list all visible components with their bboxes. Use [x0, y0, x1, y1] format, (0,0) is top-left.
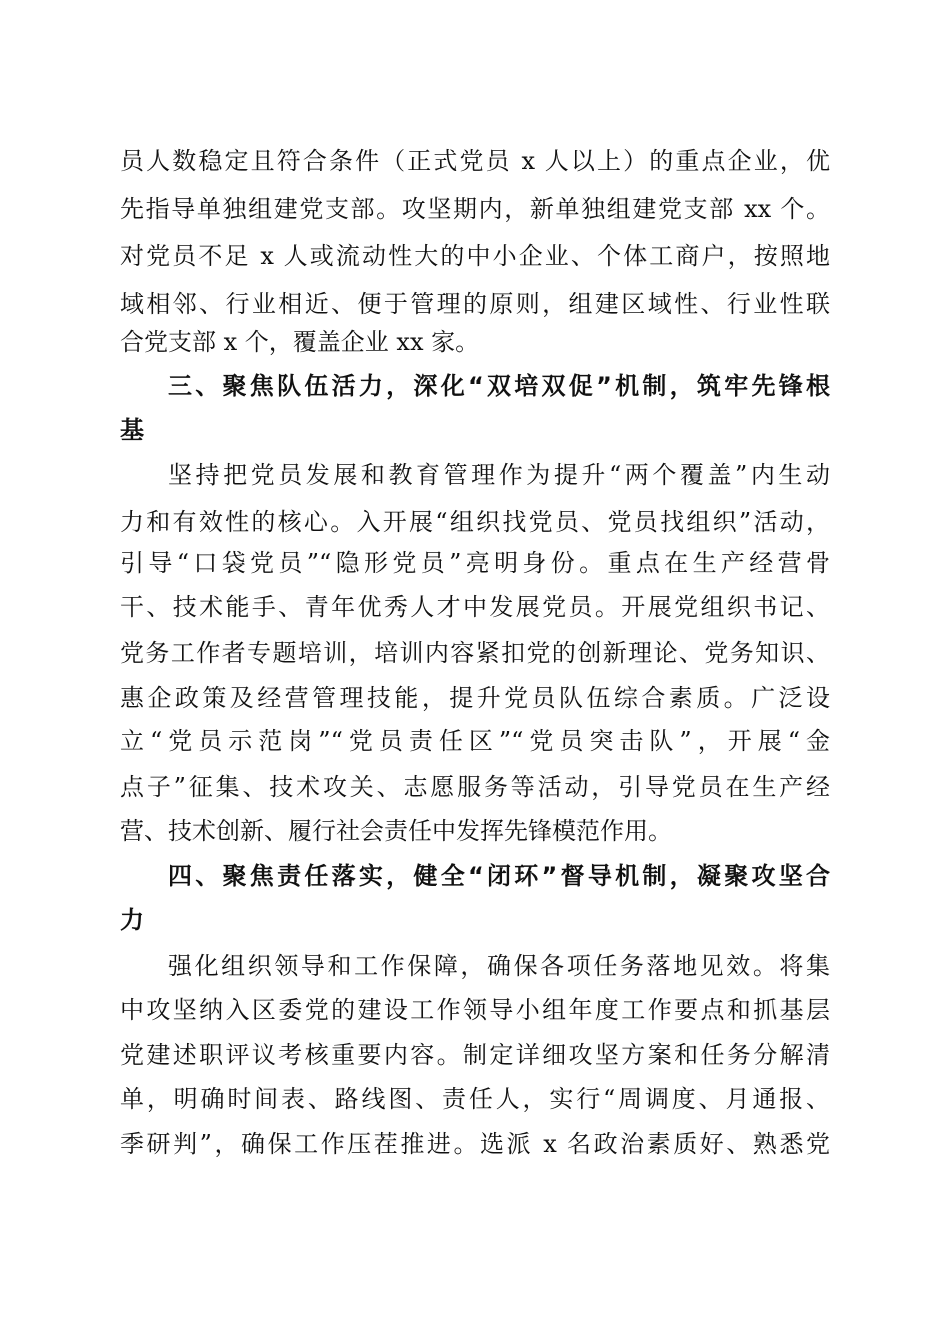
- text-line: 立“党员示范岗”“党员责任区”“党员突击队”，开展“金: [120, 727, 830, 755]
- heading-line: 四、聚焦责任落实，健全“闭环”督导机制，凝聚攻坚合: [168, 862, 830, 890]
- text-line: 合党支部 x 个，覆盖企业 xx 家。: [120, 328, 480, 356]
- text-line: 惠企政策及经营管理技能，提升党员队伍综合素质。广泛设: [120, 684, 830, 712]
- heading-line: 三、聚焦队伍活力，深化“双培双促”机制，筑牢先锋根: [168, 372, 830, 400]
- text-line: 坚持把党员发展和教育管理作为提升“两个覆盖”内生动: [168, 461, 830, 489]
- text-line: 先指导单独组建党支部。攻坚期内，新单独组建党支部 xx 个。: [120, 195, 830, 223]
- heading-line: 力: [120, 906, 144, 934]
- text-line: 点子”征集、技术攻关、志愿服务等活动，引导党员在生产经: [120, 773, 830, 801]
- text-line: 干、技术能手、青年优秀人才中发展党员。开展党组织书记、: [120, 593, 830, 621]
- text-line: 力和有效性的核心。入开展“组织找党员、党员找组织”活动，: [120, 508, 830, 536]
- text-line: 党务工作者专题培训，培训内容紧扣党的创新理论、党务知识、: [120, 639, 830, 667]
- text-line: 中攻坚纳入区委党的建设工作领导小组年度工作要点和抓基层: [120, 996, 830, 1024]
- text-line: 季研判”，确保工作压茬推进。选派 x 名政治素质好、熟悉党: [120, 1130, 830, 1158]
- text-line: 单，明确时间表、路线图、责任人，实行“周调度、月通报、: [120, 1085, 830, 1113]
- text-line: 引导“口袋党员”“隐形党员”亮明身份。重点在生产经营骨: [120, 549, 830, 577]
- text-line: 营、技术创新、履行社会责任中发挥先锋模范作用。: [120, 817, 672, 845]
- text-line: 强化组织领导和工作保障，确保各项任务落地见效。将集: [168, 952, 830, 980]
- text-line: 域相邻、行业相近、便于管理的原则，组建区域性、行业性联: [120, 290, 830, 318]
- text-line: 对党员不足 x 人或流动性大的中小企业、个体工商户，按照地: [120, 242, 830, 270]
- heading-line: 基: [120, 416, 144, 444]
- text-line: 党建述职评议考核重要内容。制定详细攻坚方案和任务分解清: [120, 1041, 830, 1069]
- text-line: 员人数稳定且符合条件（正式党员 x 人以上）的重点企业，优: [120, 147, 830, 175]
